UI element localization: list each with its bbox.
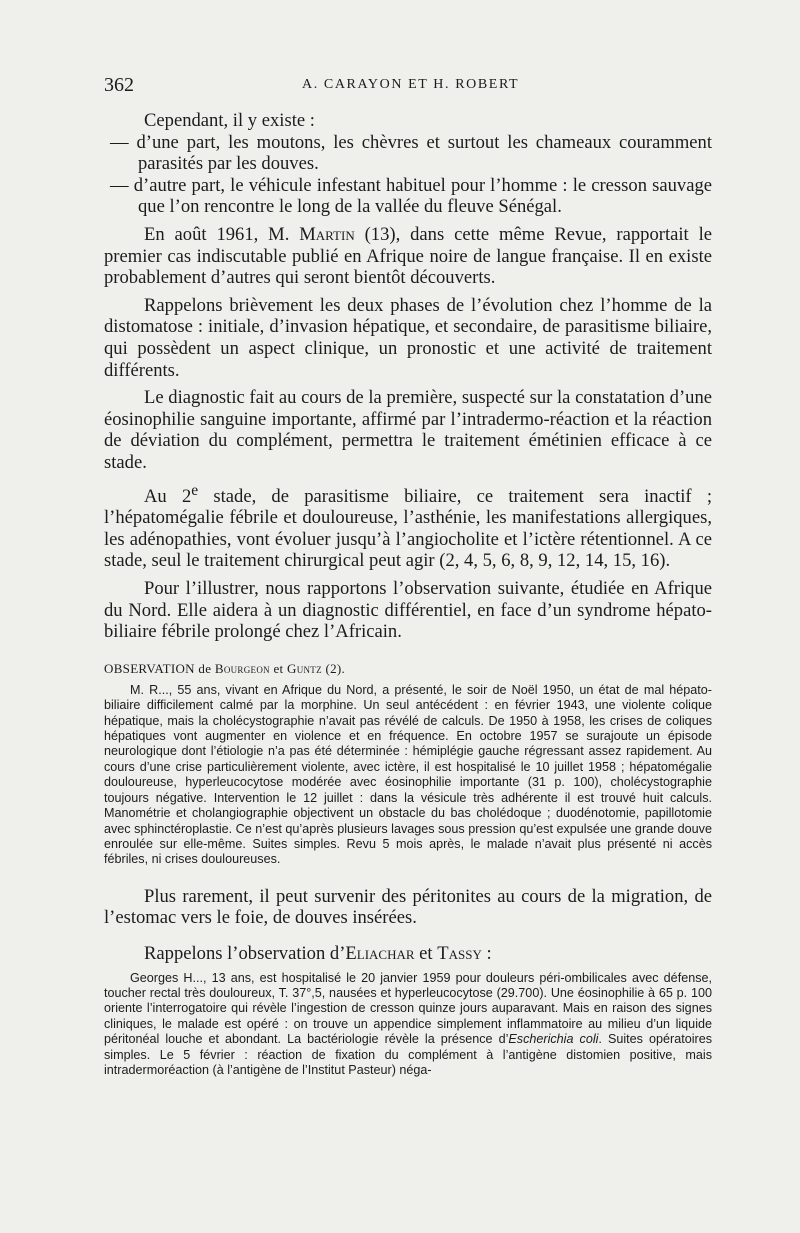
text-segment: : — [481, 942, 492, 964]
observation-title — [104, 661, 712, 677]
author-name: Guntz — [287, 660, 322, 676]
text-segment: et — [269, 660, 288, 676]
paragraph-peritonites: Plus rarement, il peut survenir des péritonites au cours de la migration, de l’estomac vers le foie, de douves insérées. — [104, 885, 712, 929]
page-number: 362 — [104, 74, 134, 96]
paragraph-intro: Cependant, il y existe : — [144, 110, 315, 131]
list-item-cresson: — d’autre part, le véhicule infestant habituel pour l’homme : le cresson sauvage que l’on rencontre le long de la vallée du fleuve Sénégal. — [110, 174, 712, 218]
author-name: Bourgeon — [214, 660, 270, 676]
page-header — [104, 74, 704, 98]
author-name: Eliachar — [345, 942, 415, 964]
text-segment: Rappelons l’observation d’ — [144, 942, 346, 964]
paragraph-martin — [104, 224, 712, 289]
text-segment: Au 2 — [144, 485, 192, 507]
text-segment: et — [414, 942, 438, 964]
paragraph-second-stage — [104, 480, 712, 573]
paragraph-illustration: Pour l’illustrer, nous rapportons l’observation suivante, étudiée en Afrique du Nord. Elle aidera à un diagnostic différentiel, en face d’un syndrome hépato-biliaire fébrile prolongé chez l’Africain. — [104, 578, 712, 643]
text-segment: Georges H..., 13 ans, est hospitalisé le 20 janvier 1959 pour douleurs péri-ombilicales avec défense, toucher rectal très douloureux, T. 37°,5, nausées et hyperleucocytose (29.700). Une éosinophilie à 65 p. 100 oriente l’interrogatoire qui révèle l’ingestion de cresson quinze jours auparavant. Mais en raison des signes cliniques, le malade est opéré : on trouve un appendice simplement inflammatoire au milieu d’un liquide péritonéal louche et abondant. La bactériologie révèle la présence d’ — [104, 970, 712, 1047]
page-body — [104, 110, 712, 1078]
list-item-animals: — d’une part, les moutons, les chèvres et surtout les chameaux couramment parasités par les douves. — [110, 131, 712, 175]
paragraph-diagnostic: Le diagnostic fait au cours de la première, suspecté sur la constatation d’une éosinophilie sanguine importante, affirmé par l’intradermo-réaction et la réaction de déviation du complément, permettra le traitement émétinien efficace à ce stade. — [104, 387, 712, 473]
observation-text-2 — [104, 971, 712, 1079]
author-name: Martin — [299, 223, 355, 245]
species-name: Escherichia coli — [508, 1032, 599, 1047]
paragraph-eliachar — [104, 943, 712, 965]
running-head: A. CARAYON ET H. ROBERT — [302, 77, 520, 92]
text-segment: (2). — [321, 660, 346, 676]
text-segment: stade, de parasitisme biliaire, ce traitement sera inactif ; l’hépatomégalie fébrile et douloureuse, l’asthénie, les manifestations allergiques, les adénopathies, vont évoluer jusqu’à l’angiocholite et l’ictère rétentionnel. A ce stade, seul le traitement chirurgical peut agir (2, 4, 5, 6, 8, 9, 12, 14, 15, 16). — [104, 485, 712, 572]
text-segment: (13), dans cette même Revue, rapportait le premier cas indiscutable publié en Afrique noire de langue française. Il en existe probablement d’autres qui seront bientôt découverts. — [104, 223, 712, 289]
text-segment: En août 1961, M. — [144, 223, 300, 245]
observation-text: M. R..., 55 ans, vivant en Afrique du Nord, a présenté, le soir de Noël 1950, un état de mal hépato-biliaire difficilement calmé par la morphine. Un seul antécédent : en février 1943, une violente colique hépatique, mais la cholécystographie n’avait pas révélé de calculs. De 1950 à 1958, les crises de coliques hépatiques vont augmenter en violence et en fréquence. En octobre 1957 se surajoute un épisode neurologique dont l’étiologie n’a pas été déterminée : hémiplégie gauche régressant assez rapidement. Au cours d’une crise particulièrement violente, avec ictère, il est hospitalisé le 10 juillet 1958 ; hépatomégalie douloureuse, hyperleucocytose modérée avec éosinophilie importante (31 p. 100), cholécystographie toujours négative. Intervention le 12 juillet : dans la vésicule très adhérente il est trouvé huit calculs. Manométrie et cholangiographie objectivent un obstacle du bas cholédoque ; duodénotomie, papillotomie avec sphinctéroplastie. Ce n’est qu’après plusieurs lavages sous pression qu’est expulsée une grande douve enroulée sur elle-même. Suites simples. Revu 5 mois après, le malade n’avait plus présenté ni accès fébriles, ni crises douloureuses. — [104, 682, 712, 867]
superscript: e — [191, 481, 199, 499]
author-name: Tassy — [437, 942, 482, 964]
text-segment: . Suites opératoires simples. Le 5 février : réaction de fixation du complément à l’antigène distomien positive, mais intradermoréaction (à l’antigène de l’Institut Pasteur) néga- — [104, 1032, 712, 1077]
text-segment: OBSERVATION de — [104, 660, 215, 676]
paragraph-phases: Rappelons brièvement les deux phases de l’évolution chez l’homme de la distomatose : initiale, d’invasion hépatique, et secondaire, de parasitisme biliaire, qui possèdent un aspect clinique, un pronostic et une activité de traitement différents. — [104, 294, 712, 381]
